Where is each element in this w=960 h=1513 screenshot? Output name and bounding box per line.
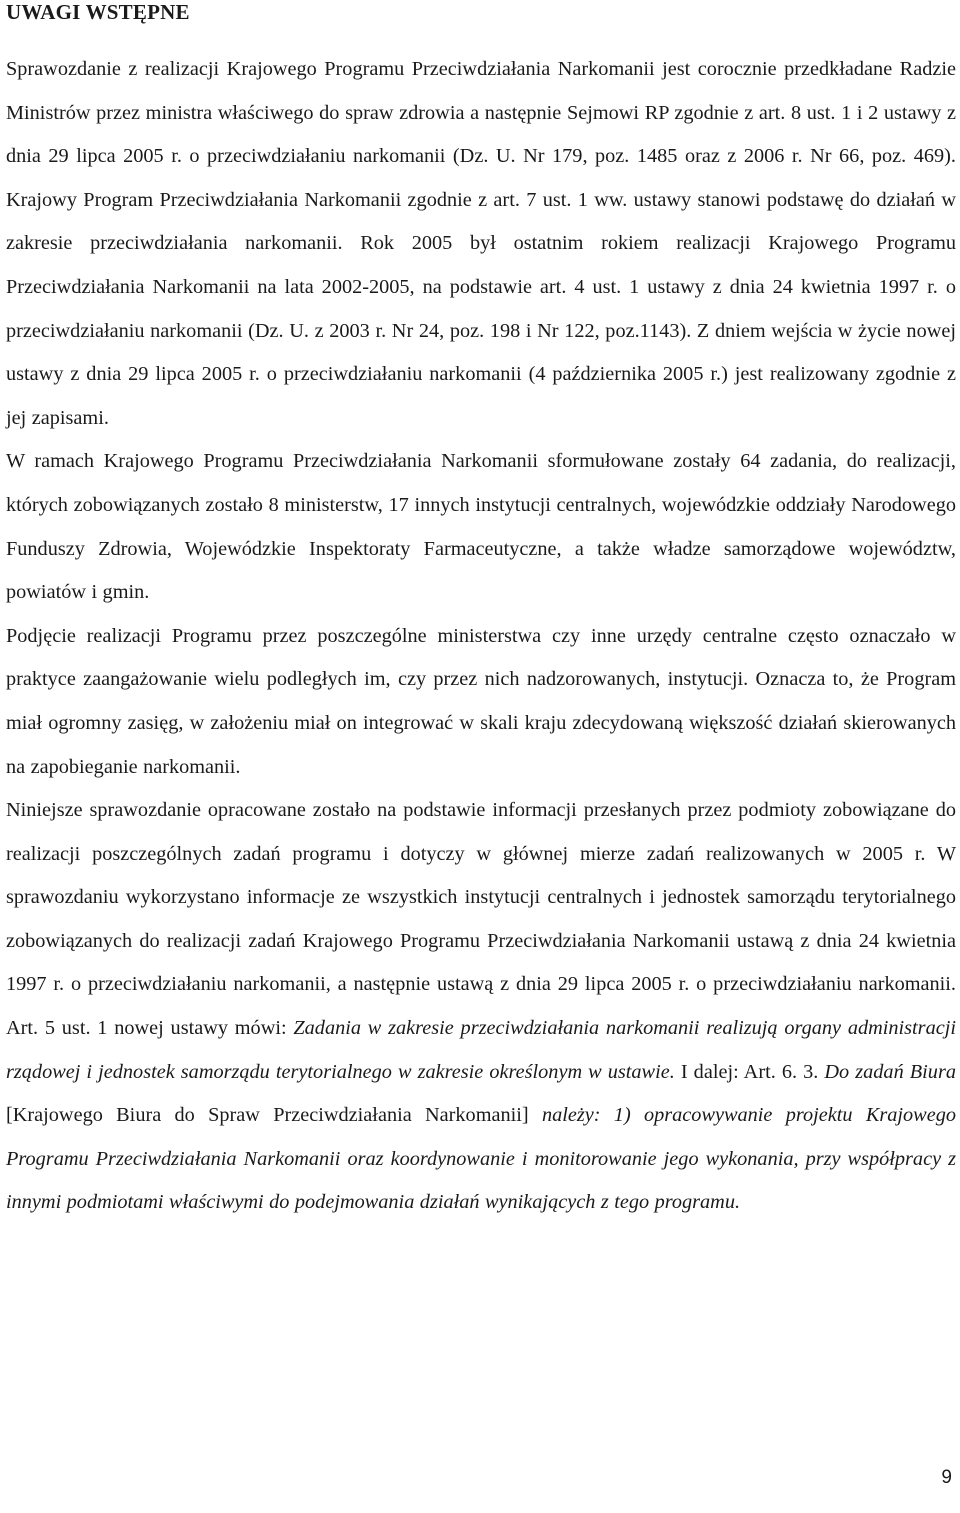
paragraph-report-basis (6, 789, 956, 1225)
document-body (6, 48, 956, 1225)
section-heading: UWAGI WSTĘPNE (6, 0, 190, 24)
paragraph-introduction: Sprawozdanie z realizacji Krajowego Programu Przeciwdziałania Narkomanii jest corocznie przedkładane Radzie Ministrów przez ministra właściwego do spraw zdrowia a następnie Sejmowi RP zgodnie z art. 8 ust. 1 i 2 ustawy z dnia 29 lipca 2005 r. o przeciwdziałaniu narkomanii (Dz. U. Nr 179, poz. 1485 oraz z 2006 r. Nr 66, poz. 469). Krajowy Program Przeciwdziałania Narkomanii zgodnie z art. 7 ust. 1 ww. ustawy stanowi podstawę do działań w zakresie przeciwdziałania narkomanii. Rok 2005 był ostatnim rokiem realizacji Krajowego Programu Przeciwdziałania Narkomanii na lata 2002-2005, na podstawie art. 4 ust. 1 ustawy z dnia 24 kwietnia 1997 r. o przeciwdziałaniu narkomanii (Dz. U. z 2003 r. Nr 24, poz. 198 i Nr 122, poz.1143). Z dniem wejścia w życie nowej ustawy z dnia 29 lipca 2005 r. o przeciwdziałaniu narkomanii (4 października 2005 r.) jest realizowany zgodnie z jej zapisami. (6, 58, 956, 429)
statute-quote-art6: Do zadań Biura (824, 1060, 956, 1083)
paragraph-program-tasks: W ramach Krajowego Programu Przeciwdziałania Narkomanii sformułowane zostały 64 zadania, do realizacji, których zobowiązanych zostało 8 ministerstw, 17 innych instytucji centralnych, wojewódzkie oddziały Narodowego Funduszy Zdrowia, Wojewódzkie Inspektoraty Farmaceutyczne, a także władze samorządowe województw, powiatów i gmin. (6, 450, 956, 604)
page-number: 9 (941, 1467, 952, 1488)
report-basis-text: Niniejsze sprawozdanie opracowane zostało na podstawie informacji przesłanych przez podmioty zobowiązane do realizacji poszczególnych zadań programu i dotyczy w głównej mierze zadań realizowanych w 2005 r. W sprawozdaniu wykorzystano informacje ze wszystkich instytucji centralnych i jednostek samorządu terytorialnego zobowiązanych do realizacji zadań Krajowego Programu Przeciwdziałania Narkomanii ustawą z dnia 24 kwietnia 1997 r. o przeciwdziałaniu narkomanii, a następnie ustawą z dnia 29 lipca 2005 r. o przeciwdziałaniu narkomanii. Art. 5 ust. 1 nowej ustawy mówi: (6, 799, 956, 1040)
document-page (6, 0, 956, 1214)
report-basis-continuation: I dalej: Art. 6. 3. (674, 1060, 825, 1083)
statute-quote-duties: należy: 1) opracowywanie projektu Krajowego Programu Przeciwdziałania Narkomanii oraz koordynowanie i monitorowanie jego wykonania, przy współpracy z innymi podmiotami właściwymi do podejmowania działań wynikających z tego programu. (6, 1104, 956, 1214)
bureau-name: [Krajowego Biura do Spraw Przeciwdziałania Narkomanii] (6, 1104, 542, 1127)
statute-quote-art5: Zadania w zakresie przeciwdziałania narkomanii realizują organy administracji rządowej i jednostek samorządu terytorialnego w zakresie określonym w ustawie. (6, 1017, 956, 1083)
paragraph-program-scope: Podjęcie realizacji Programu przez poszczególne ministerstwa czy inne urzędy centralne często oznaczało w praktyce zaangażowanie wielu podległych im, czy przez nich nadzorowanych, instytucji. Oznacza to, że Program miał ogromny zasięg, w założeniu miał on integrować w skali kraju zdecydowaną większość działań skierowanych na zapobieganie narkomanii. (6, 624, 956, 778)
